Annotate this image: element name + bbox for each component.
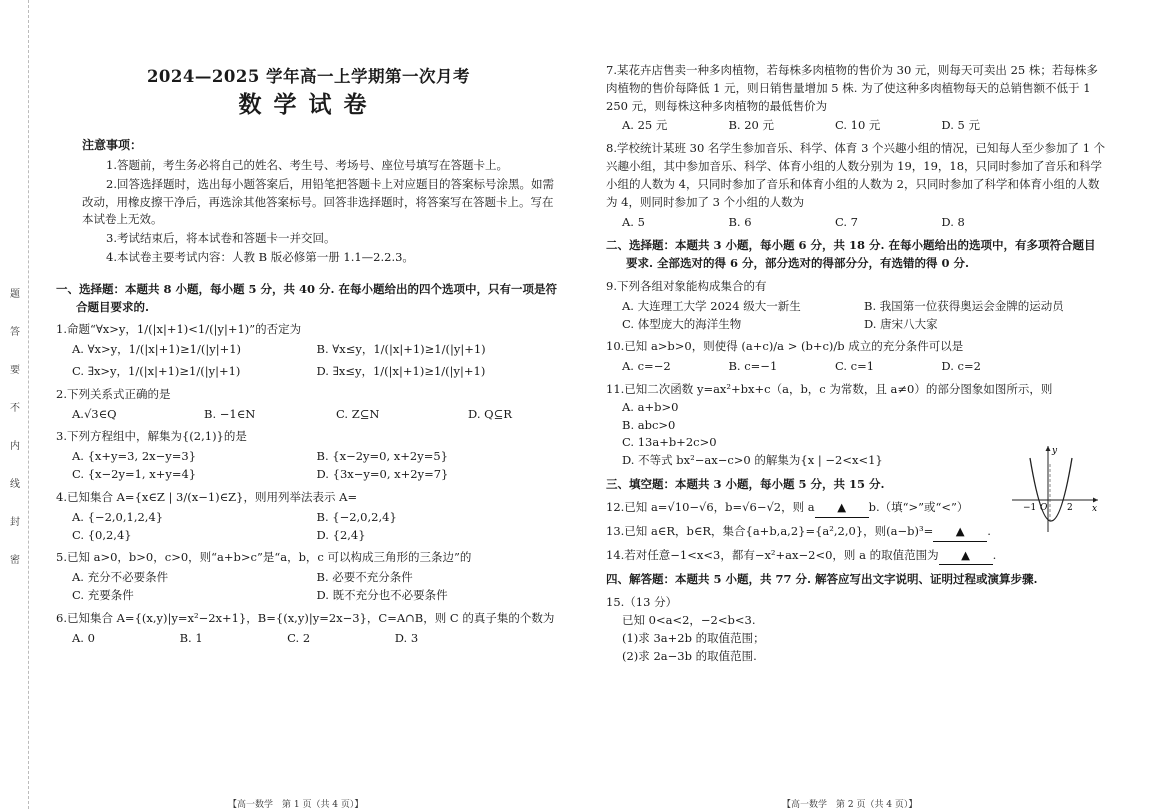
option: C. Z⊆N	[336, 406, 380, 421]
option: C. ∃x>y，1/(|x|+1)≥1/(|y|+1)	[72, 364, 241, 379]
note-item: 3.考试结束后，将本试卷和答题卡一并交回。	[106, 231, 336, 246]
notes-block	[56, 138, 561, 266]
option: D. {2,4}	[316, 527, 366, 542]
question-options	[56, 569, 561, 605]
binding-char: 封	[10, 517, 20, 528]
option: B. c=−1	[728, 359, 778, 374]
page-footer-right: 【高一数学 第 2 页（共 4 页）】	[782, 800, 918, 809]
option: B. 6	[728, 214, 752, 229]
section-heading: 三、填空题：本题共 3 小题，每小题 5 分，共 15 分.	[606, 477, 885, 492]
option: D. 3	[394, 630, 419, 645]
exam-subtitle: 数学试卷	[238, 91, 379, 119]
graph-label-y: y	[1052, 446, 1058, 456]
option: C. 7	[834, 214, 858, 229]
option: C. 体型庞大的海洋生物	[622, 316, 742, 331]
binding-char: 不	[10, 403, 20, 414]
option: D. 不等式 bx²−ax−c>0 的解集为{x | −2<x<1}	[622, 453, 883, 468]
fill-question-text: .	[987, 523, 991, 538]
section-heading: 一、选择题：本题共 8 小题，每小题 5 分，共 40 分. 在每小题给出的四个选项中，只有一项是符合题目要求的.	[56, 281, 558, 314]
graph-label-origin: O	[1040, 503, 1048, 513]
question-line: (1)求 3a+2b 的取值范围；	[622, 630, 765, 645]
option: A. 25 元	[622, 118, 668, 133]
option: B. 1	[179, 630, 203, 645]
question-stem: 10.已知 a>b>0，则使得 (a+c)/a > (b+c)/b 成立的充分条件可以是	[606, 339, 964, 354]
answer-blank	[939, 547, 993, 566]
question-stem: 4.已知集合 A={x∈Z | 3/(x−1)∈Z}，则用列举法表示 A=	[56, 489, 358, 504]
option: A. ∀x>y，1/(|x|+1)≥1/(|y|+1)	[72, 342, 242, 357]
option: B. 必要不充分条件	[316, 570, 413, 585]
option: D. c=2	[941, 359, 981, 374]
left-column	[56, 60, 561, 649]
option: C. 充要条件	[72, 587, 134, 602]
binding-margin	[6, 0, 28, 809]
fill-question-text: 12.已知 a=√10−√6，b=√6−√2，则 a	[606, 499, 815, 514]
binding-dashed-line	[28, 0, 29, 809]
question-options	[606, 117, 1106, 135]
option: B. {−2,0,2,4}	[316, 509, 397, 524]
triangle-icon: ▲	[961, 547, 971, 562]
option: A. 充分不必要条件	[72, 570, 169, 585]
option: D. 8	[941, 214, 965, 229]
note-item: 2.回答选择题时，选出每小题答案后，用铅笔把答题卡上对应题目的答案标号涂黑。如需改动，用橡皮擦干净后，再选涂其他答案标号。回答非选择题时，将答案写在答题卡上。写在本试卷上无效。	[82, 176, 554, 227]
binding-char: 答	[10, 327, 20, 338]
right-column	[606, 60, 1106, 665]
binding-char: 密	[10, 555, 20, 566]
binding-char: 线	[10, 479, 20, 490]
question-options	[56, 448, 561, 484]
fill-question-text: .	[992, 547, 997, 562]
triangle-icon: ▲	[837, 499, 847, 514]
option: C. 13a+b+2c>0	[622, 435, 717, 450]
option: C. c=1	[834, 359, 875, 374]
question-line: 已知 0<a<2，−2<b<3.	[622, 612, 756, 627]
question-stem: 11.已知二次函数 y=ax²+bx+c（a，b，c 为常数，且 a≠0）的部分图象如图所示，则	[606, 382, 1053, 396]
option: B. −1∈N	[204, 406, 256, 421]
option: A. 0	[72, 630, 95, 645]
page-footer-left: 【高一数学 第 1 页（共 4 页）】	[228, 800, 364, 809]
answer-blank	[815, 499, 869, 518]
fill-question-text: 14.若对任意−1<x<3，都有−x²+ax−2<0，则 a 的取值范围为	[606, 547, 939, 562]
fill-question-text: 13.已知 a∈R，b∈R，集合{a+b,a,2}={a²,2,0}，则(a−b)³=	[606, 523, 934, 538]
question-stem: 1.命题“∀x>y，1/(|x|+1)<1/(|y|+1)”的否定为	[56, 322, 302, 337]
exam-title: 2024—2025 学年高一上学期第一次月考	[146, 67, 471, 86]
question-stem: 6.已知集合 A={(x,y)|y=x²−2x+1}，B={(x,y)|y=2x−3}，C=A∩B，则 C 的真子集的个数为	[56, 610, 555, 625]
section-heading: 二、选择题：本题共 3 小题，每小题 6 分，共 18 分. 在每小题给出的选项中，有多项符合题目要求. 全部选对的得 6 分，部分选对的得部分分，有选错的得 0 分.	[606, 238, 1096, 271]
option: A.√3∈Q	[72, 406, 117, 421]
option: A. a+b>0	[622, 399, 679, 414]
option: D. {3x−y=0, x+2y=7}	[316, 467, 449, 482]
binding-char: 要	[10, 365, 20, 376]
section-heading: 四、解答题：本题共 5 小题，共 77 分. 解答应写出文字说明、证明过程或演算步骤.	[606, 572, 1038, 587]
option: A. {−2,0,1,2,4}	[72, 509, 164, 524]
question-options	[56, 341, 561, 381]
option: D. Q⊆R	[468, 406, 512, 421]
option: A. 大连理工大学 2024 级大一新生	[622, 298, 801, 313]
option: A. 5	[622, 214, 645, 229]
question-options	[56, 406, 561, 424]
binding-char: 内	[10, 441, 20, 452]
note-item: 1.答题前，考生务必将自己的姓名、考生号、考场号、座位号填写在答题卡上。	[106, 157, 508, 172]
question-stem: 8.学校统计某班 30 名学生参加音乐、科学、体育 3 个兴趣小组的情况，已知每人至少参加了 1 个兴趣小组，其中参加音乐、科学、体育小组的人数分别为 19，19，18，只同时参加了音乐和科学小组的人数为 4，只同时参加了音乐和体育小组的人数为 2，只同时参加了科学和体育小组的人数为 4，则同时参加了 3 个小组的人数为	[606, 141, 1106, 209]
answer-blank	[933, 523, 987, 542]
fill-question	[606, 547, 1106, 566]
option: D. ∃x≤y，1/(|x|+1)≥1/(|y|+1)	[316, 364, 486, 379]
graph-label-two: 2	[1067, 503, 1073, 513]
question-stem: 2.下列关系式正确的是	[56, 386, 171, 401]
question-stem: 7.某花卉店售卖一种多肉植物，若每株多肉植物的售价为 30 元，则每天可卖出 25 株；若每株多肉植物的售价每降低 1 元，则日销售量增加 5 株. 为了使这种多肉植物每天的总销售额不低于 1 250 元，则每株这种多肉植物的最低售价为	[606, 63, 1098, 113]
question-stem: 15.（13 分）	[606, 595, 678, 610]
graph-label-neg-one: −1	[1023, 503, 1037, 513]
question-options	[606, 214, 1106, 232]
question-stem: 9.下列各组对象能构成集合的有	[606, 278, 767, 293]
option: B. {x−2y=0, x+2y=5}	[316, 449, 448, 464]
option: D. 唐宋八大家	[864, 316, 938, 331]
option: B. ∀x≤y，1/(|x|+1)≥1/(|y|+1)	[316, 342, 486, 357]
question-stem: 5.已知 a>0，b>0，c>0，则“a+b>c”是“a，b，c 可以构成三角形的三条边”的	[56, 550, 472, 565]
fill-question-text: b.（填“>”或“<”）	[868, 499, 969, 514]
option: B. 我国第一位获得奥运会金牌的运动员	[864, 298, 1064, 313]
triangle-icon: ▲	[955, 523, 965, 538]
y-axis-arrow	[1046, 446, 1051, 451]
question-line: (2)求 2a−3b 的取值范围.	[622, 648, 757, 663]
question-options	[56, 509, 561, 545]
question-stem: 3.下列方程组中，解集为{(2,1)}的是	[56, 429, 247, 444]
option: A. c=−2	[622, 359, 671, 374]
note-item: 4.本试卷主要考试内容：人教 B 版必修第一册 1.1—2.2.3。	[106, 249, 414, 264]
parabola-curve	[1030, 458, 1072, 521]
option: D. 5 元	[941, 118, 980, 133]
option: B. abc>0	[622, 417, 676, 432]
question-options	[606, 358, 1106, 376]
option: B. 20 元	[728, 118, 775, 133]
option: A. {x+y=3, 2x−y=3}	[72, 449, 197, 464]
graph-label-x: x	[1092, 504, 1098, 514]
question-options	[606, 298, 1106, 334]
question-options	[56, 630, 561, 648]
option: C. {x−2y=1, x+y=4}	[72, 467, 197, 482]
option: D. 既不充分也不必要条件	[316, 587, 448, 602]
option: C. 2	[287, 630, 311, 645]
parabola-graph	[1010, 444, 1100, 534]
notes-heading: 注意事项：	[82, 138, 143, 153]
option: C. 10 元	[834, 118, 881, 133]
x-axis-arrow	[1093, 498, 1098, 503]
binding-char: 题	[10, 289, 20, 300]
option: C. {0,2,4}	[72, 527, 132, 542]
